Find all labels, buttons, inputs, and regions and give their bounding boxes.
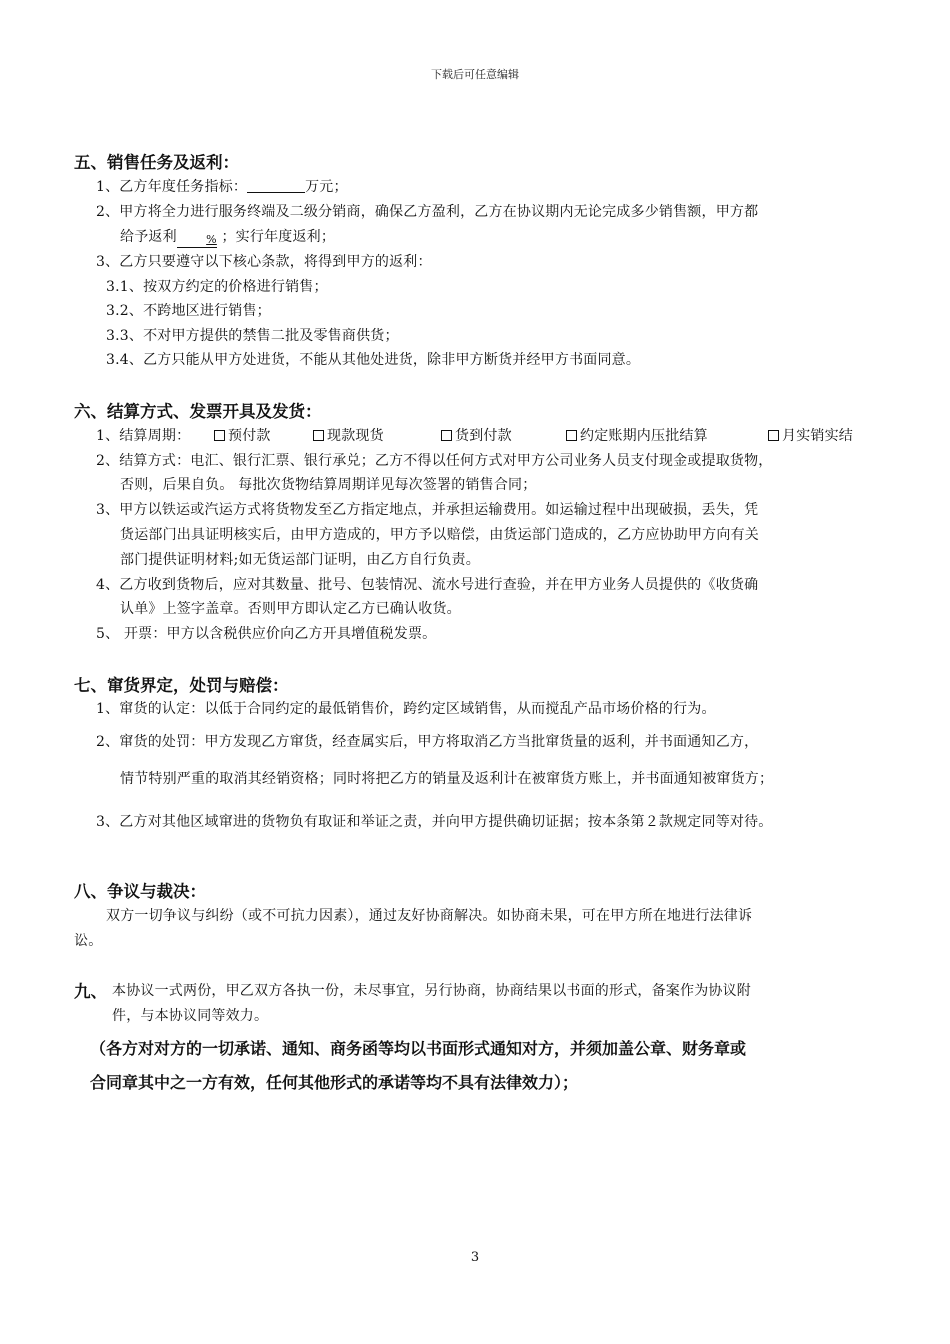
s9-line-b: 件，与本协议同等效力。 [112, 1008, 269, 1024]
page-header: 下载后可任意编辑 [431, 68, 519, 81]
s6-line-5: 5、 开票：甲方以含税供应价向乙方开具增值税发票。 [96, 626, 437, 642]
s6-line-3c: 部门提供证明材料;如无货运部门证明，由乙方自行负责。 [120, 552, 480, 568]
s5-line-3-4: 3.4、乙方只能从甲方处进货，不能从其他处进货，除非甲方断货并经甲方书面同意。 [106, 352, 641, 368]
s5-line-3: 3、乙方只要遵守以下核心条款，将得到甲方的返利： [96, 254, 432, 270]
section-5-title: 五、销售任务及返利： [74, 153, 239, 172]
checkbox-icon[interactable] [313, 430, 324, 441]
s6-line-4a: 4、乙方收到货物后，应对其数量、批号、包装情况、流水号进行查验，并在甲方业务人员提供的《收货确 [96, 577, 759, 593]
s6-line-3a: 3、甲方以铁运或汽运方式将货物发至乙方指定地点，并承担运输费用。如运输过程中出现破损，丢失，凭 [96, 502, 759, 518]
checkbox-icon[interactable] [441, 430, 452, 441]
s5-line-3-3: 3.3、不对甲方提供的禁售二批及零售商供货； [106, 328, 399, 344]
s5-line-2b: 给予返利 % ；实行年度返利； [120, 229, 336, 246]
task-amount-blank [247, 178, 305, 193]
s6-line-2b: 否则，后果自负。 每批次货物结算周期详见每次签署的销售合同； [120, 477, 537, 493]
s9-note-line-1: （各方对对方的一切承诺、通知、商务函等均以书面形式通知对方，并须加盖公章、财务章或 [90, 1039, 747, 1058]
option-pay-on-delivery[interactable]: 货到付款 [441, 425, 512, 445]
s6-line-4b: 认单》上签字盖章。否则甲方即认定乙方已确认收货。 [120, 601, 461, 617]
option-prepay[interactable]: 预付款 [214, 425, 271, 445]
s7-line-1: 1、窜货的认定：以低于合同约定的最低销售价，跨约定区域销售，从而搅乱产品市场价格的行为。 [96, 701, 716, 717]
checkbox-icon[interactable] [768, 430, 779, 441]
s7-line-2a: 2、窜货的处罚：甲方发现乙方窜货，经查属实后，甲方将取消乙方当批窜货量的返利，并书面通知乙方， [96, 734, 759, 750]
s5-line-2a: 2、甲方将全力进行服务终端及二级分销商，确保乙方盈利，乙方在协议期内无论完成多少销售额，甲方都 [96, 204, 759, 220]
page-number: 3 [470, 1250, 480, 1265]
s7-line-2b: 情节特别严重的取消其经销资格；同时将把乙方的销量及返利计在被窜货方账上，并书面通知被窜货方； [120, 771, 774, 787]
option-cash-on-goods[interactable]: 现款现货 [313, 425, 384, 445]
s7-line-3: 3、乙方对其他区域窜进的货物负有取证和举证之责，并向甲方提供确切证据；按本条第２款规定同等对待。 [96, 814, 773, 830]
s5-line-3-2: 3.2、不跨地区进行销售； [106, 303, 271, 319]
section-8-title: 八、争议与裁决： [74, 882, 206, 901]
section-7-title: 七、窜货界定，处罚与赔偿： [74, 676, 289, 695]
section-9-number: 九、 [74, 982, 107, 1001]
s9-line-a: 本协议一式两份，甲乙双方各执一份，未尽事宜，另行协商，协商结果以书面的形式，备案作为协议附 [112, 983, 751, 999]
checkbox-icon[interactable] [566, 430, 577, 441]
s8-line-a: 双方一切争议与纠纷（或不可抗力因素），通过友好协商解决。如协商未果，可在甲方所在地进行法律诉 [106, 908, 753, 924]
s9-note-line-2: 合同章其中之一方有效，任何其他形式的承诺等均不具有法律效力）； [90, 1073, 579, 1092]
s5-line-3-1: 3.1、按双方约定的价格进行销售； [106, 279, 328, 295]
s6-line-1-label: 1、结算周期： [96, 428, 191, 444]
s6-line-3b: 货运部门出具证明核实后，由甲方造成的，甲方予以赔偿，由货运部门造成的，乙方应协助甲方向有关 [120, 527, 759, 543]
s8-line-b: 讼。 [74, 933, 103, 949]
section-6-title: 六、结算方式、发票开具及发货： [74, 402, 322, 421]
checkbox-icon[interactable] [214, 430, 225, 441]
rebate-percent-blank: % [177, 233, 217, 248]
option-monthly-settle[interactable]: 月实销实结 [768, 425, 853, 445]
s5-line-1: 1、乙方年度任务指标： 万元； [96, 179, 348, 195]
option-credit-term[interactable]: 约定账期内压批结算 [566, 425, 708, 445]
s6-line-2a: 2、结算方式：电汇、银行汇票、银行承兑；乙方不得以任何方式对甲方公司业务人员支付现金或提取货物， [96, 453, 773, 469]
